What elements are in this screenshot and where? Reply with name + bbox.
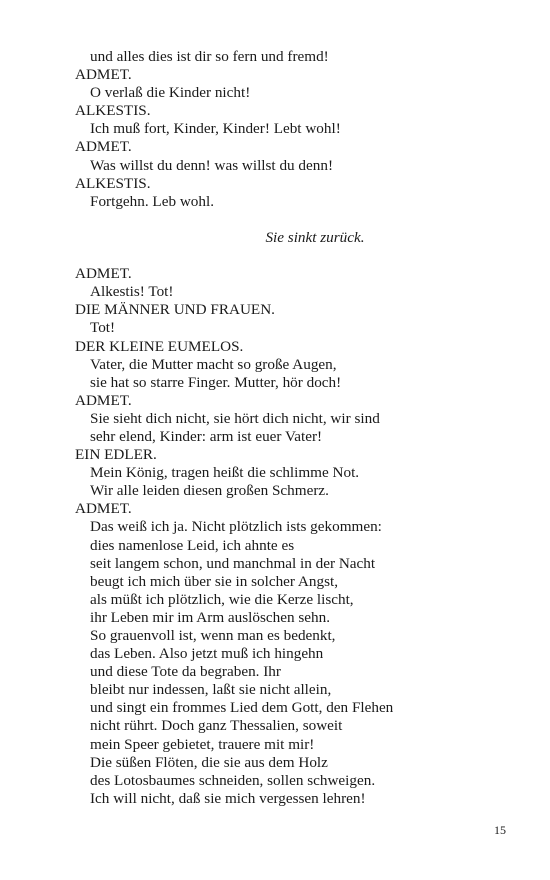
speech-line: So grauenvoll ist, wenn man es bedenkt, [90, 627, 336, 644]
speaker-name: ADMET. [75, 265, 132, 283]
speaker-name: ADMET. [75, 66, 132, 84]
speech-line: Tot! [90, 319, 116, 337]
speech-line: Die süßen Flöten, die sie aus dem Holz [90, 753, 328, 771]
speech-line: dies namenlose Leid, ich ahnte es [90, 536, 295, 554]
speech-line: Vater, die Mutter macht so große Augen, [90, 355, 337, 373]
speech-line: Fortgehn. Leb wohl. [90, 192, 215, 210]
speech-line: als müßt ich plötzlich, wie die Kerze lischt, [90, 590, 354, 608]
speech-line: des Lotosbaumes schneiden, sollen schweigen. [90, 771, 376, 789]
speech-line: bleibt nur indessen, laßt sie nicht allein, [90, 681, 332, 699]
speaker-name: DIE MÄNNER UND FRAUEN. [75, 301, 275, 319]
speech-line: Sie sieht dich nicht, sie hört dich nicht, wir sind [90, 409, 380, 427]
speech-line: und diese Tote da begraben. Ihr [90, 663, 281, 681]
speech-line: Alkestis! Tot! [90, 283, 174, 301]
blank-line [75, 211, 495, 229]
page-number: 15 [494, 823, 506, 837]
speech-line: mein Speer gebietet, trauere mit mir! [90, 735, 315, 753]
speaker-name: ALKESTIS. [75, 102, 151, 120]
speech-line: nicht rührt. Doch ganz Thessalien, soweit [90, 717, 343, 735]
speaker-name: DER KLEINE EUMELOS. [75, 337, 244, 355]
speech-line: und alles dies ist dir so fern und fremd! [90, 48, 329, 65]
speech-line: Ich will nicht, daß sie mich vergessen lehren! [90, 789, 366, 807]
play-text [75, 48, 495, 808]
speech-line: beugt ich mich über sie in solcher Angst, [90, 572, 339, 590]
stage-direction: Sie sinkt zurück. [265, 228, 365, 246]
speech-line: Ich muß fort, Kinder, Kinder! Lebt wohl! [90, 120, 341, 138]
speech-line: ihr Leben mir im Arm auslöschen sehn. [90, 608, 330, 626]
speaker-name: ADMET. [75, 391, 132, 409]
speech-line: O verlaß die Kinder nicht! [90, 84, 251, 102]
speech-line: Das weiß ich ja. Nicht plötzlich ists gekommen: [90, 518, 382, 536]
speaker-name: ALKESTIS. [75, 174, 151, 192]
speech-line: und singt ein frommes Lied dem Gott, den Flehen [90, 699, 394, 717]
speaker-name: EIN EDLER. [75, 446, 157, 464]
speech-line: sehr elend, Kinder: arm ist euer Vater! [90, 427, 323, 445]
speech-line: seit langem schon, und manchmal in der Nacht [90, 554, 376, 572]
speech-line: Wir alle leiden diesen großen Schmerz. [90, 482, 329, 500]
blank-line [75, 247, 495, 265]
speech-line: das Leben. Also jetzt muß ich hingehn [90, 645, 324, 663]
speech-line: Mein König, tragen heißt die schlimme Not. [90, 464, 360, 482]
speech-line: sie hat so starre Finger. Mutter, hör doch! [90, 373, 342, 391]
speaker-name: ADMET. [75, 500, 132, 518]
speaker-name: ADMET. [75, 138, 132, 156]
speech-line: Was willst du denn! was willst du denn! [90, 156, 334, 174]
